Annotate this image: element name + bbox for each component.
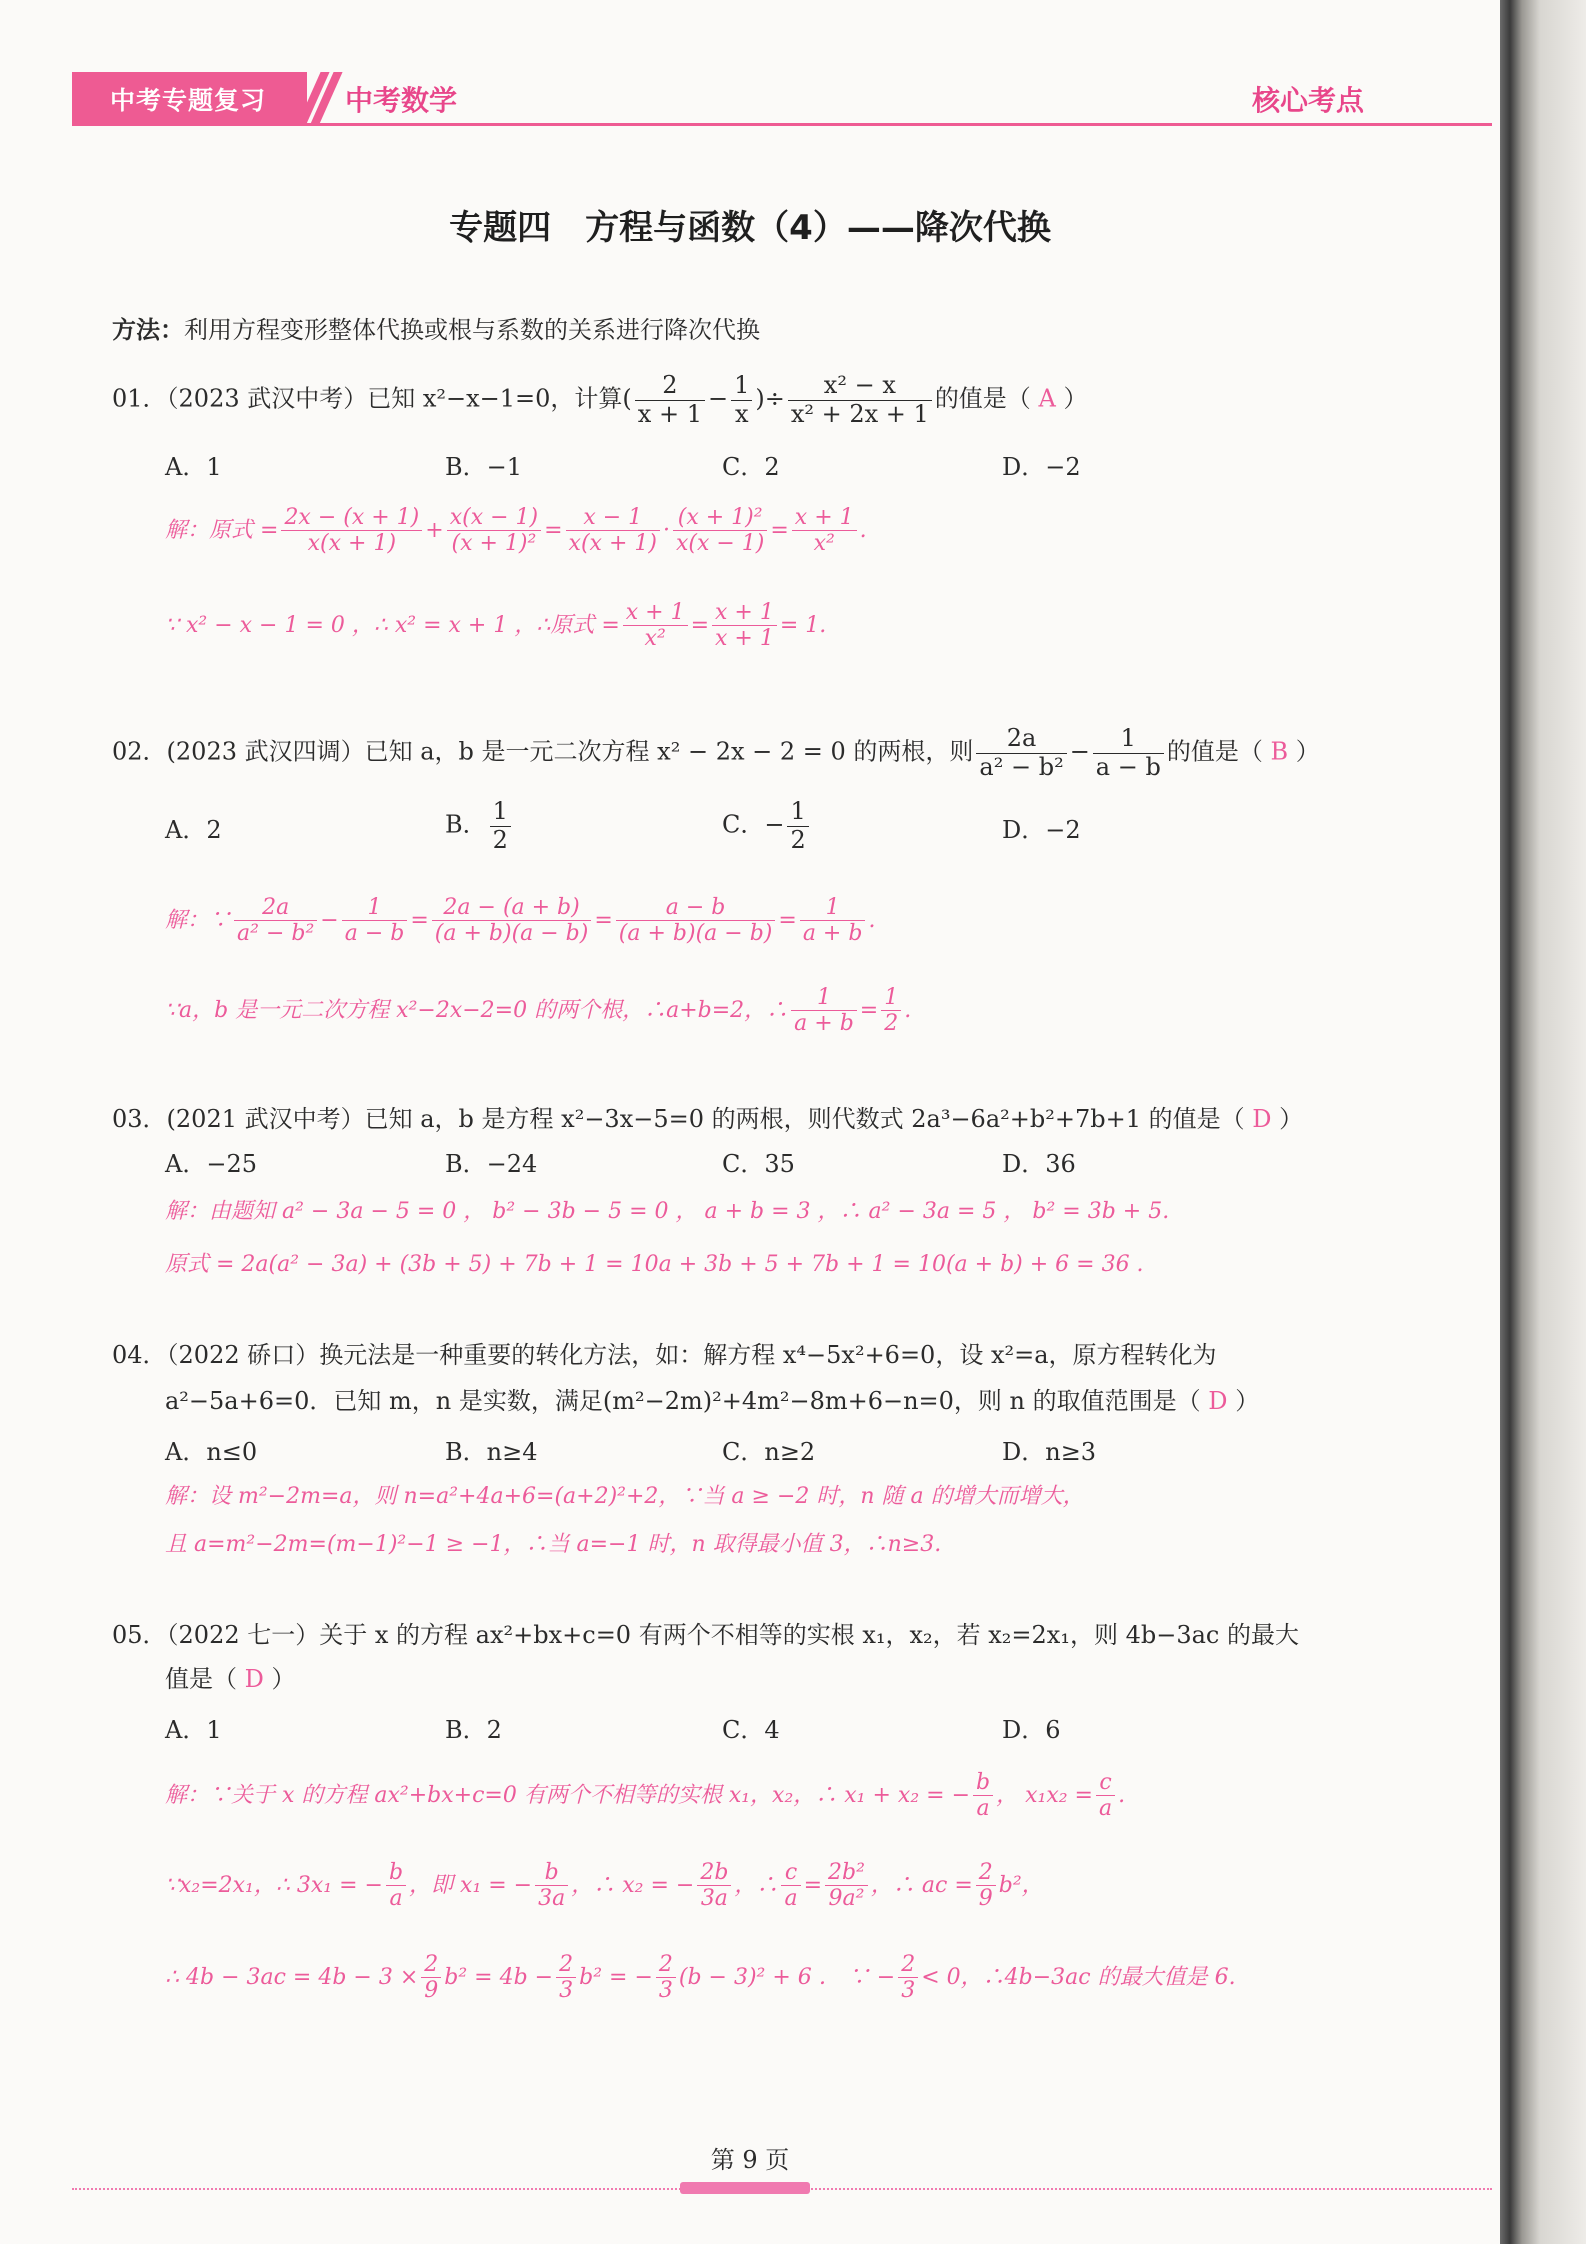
question-1: 01．（2023 武汉中考）已知 x²−x−1=0，计算( $\frac{2}{x + 1}$ − $\frac{1}{x}$ )÷ $\frac{\text{x² − x}}{\text{x² + 2x + 1}}$ 的值是（ A ）	[112, 371, 1088, 428]
q1-prefix: 01．（2023 武汉中考）已知 x²−x−1=0，计算(	[112, 384, 632, 413]
q3-solution-1: 解：由题知 a² − 3a − 5 = 0 ， b² − 3b − 5 = 0 ， a + b = 3 ，∴ a² − 3a = 5 ， b² = 3b + 5.	[165, 1199, 1170, 1224]
q3-solution-2: 原式 = 2a(a² − 3a) + (3b + 5) + 7b + 1 = 10a + 3b + 5 + 7b + 1 = 10(a + b) + 6 = 36 .	[165, 1252, 1144, 1277]
question-5-line-2: 值是（ D ）	[165, 1665, 296, 1693]
question-4-line-1: 04．（2022 硚口）换元法是一种重要的转化方法，如：解方程 x⁴−5x²+6=0，设 x²=a，原方程转化为	[112, 1341, 1217, 1369]
q5-option-d: D．6	[1002, 1716, 1061, 1744]
q1-option-b: B．−1	[445, 453, 523, 481]
q5-solution-2: ∵x₂=2x₁，∴ 3x₁ = − $\frac{b}{a}$ ，即 x₁ = − $\frac{b}{3a}$ ，∴ x₂ = − $\frac{2b}{3a}$ ，∴ $\frac{c}{a}$ = $\frac{\text{2b²}}{\text{9a²}}$ ，∴ ac = $\frac{2}{9}$ b²，	[165, 1860, 1044, 1912]
header-band	[72, 72, 307, 124]
q4-solution-1: 解：设 m²−2m=a，则 n=a²+4a+6=(a+2)²+2，∵当 a ≥ −2 时，n 随 a 的增大而增大，	[165, 1484, 1085, 1509]
q1-frac-1: $\frac{2}{x + 1}$	[635, 372, 705, 428]
header-band-text: 中考专题复习	[110, 86, 267, 115]
q3-option-c: C．35	[722, 1150, 795, 1178]
method-line	[112, 310, 760, 345]
q4-answer: D	[1208, 1387, 1228, 1415]
q3-answer: D	[1252, 1105, 1272, 1133]
header-rule	[72, 123, 1492, 126]
footer-bar	[680, 2182, 810, 2194]
q2-option-a: A．2	[165, 816, 222, 844]
question-2: 02．(2023 武汉四调）已知 a，b 是一元二次方程 x² − 2x − 2 = 0 的两根，则 $\frac{2a}{\text{a² − b²}}$ − $\frac{1}{a - b}$ 的值是（ B ）	[112, 724, 1320, 781]
q4-option-b: B．n≥4	[445, 1438, 538, 1466]
q3-option-b: B．−24	[445, 1150, 538, 1178]
q5-solution-3: ∴ 4b − 3ac = 4b − 3 × $\frac{2}{9}$ b² = 4b − $\frac{2}{3}$ b² = − $\frac{2}{3}$ (b − 3)² + 6 ． ∵ − $\frac{2}{3}$ < 0，∴4b−3ac 的最大值是 6.	[165, 1952, 1236, 2004]
book-spine	[1500, 0, 1586, 2244]
q1-option-a: A．1	[165, 453, 222, 481]
q2-answer: B	[1270, 737, 1289, 766]
q2-option-d: D．−2	[1002, 816, 1081, 844]
q1-option-d: D．−2	[1002, 453, 1081, 481]
q2-solution-1: 解：∵ $\frac{2a}{\text{a² − b²}}$ − $\frac{1}{a - b}$ = $\frac{2a - (a + b)}{(a + b)(a - b)}$ = $\frac{a - b}{(a + b)(a - b)}$ = $\frac{1}{a + b}$ .	[165, 895, 876, 947]
q3-option-d: D．36	[1002, 1150, 1076, 1178]
q4-option-a: A．n≤0	[165, 1438, 258, 1466]
q4-solution-2: 且 a=m²−2m=(m−1)²−1 ≥ −1，∴当 a=−1 时，n 取得最小值 3，∴n≥3.	[165, 1532, 942, 1557]
q5-answer: D	[244, 1665, 264, 1693]
page-title: 专题四 方程与函数（4）——降次代换	[449, 208, 1051, 248]
q5-option-b: B．2	[445, 1716, 502, 1744]
q3-option-a: A．−25	[165, 1150, 257, 1178]
q4-option-d: D．n≥3	[1002, 1438, 1097, 1466]
q1-answer: A	[1038, 384, 1056, 413]
q2-solution-2: ∵a，b 是一元二次方程 x²−2x−2=0 的两个根，∴a+b=2，∴ $\frac{1}{a + b}$ = $\frac{1}{2}$ .	[165, 985, 912, 1037]
method-text: 利用方程变形整体代换或根与系数的关系进行降次代换	[184, 316, 760, 344]
q2-option-c: C．− $\frac{1}{2}$	[722, 798, 812, 854]
method-label: 方法：	[112, 316, 184, 344]
q5-option-a: A．1	[165, 1716, 222, 1744]
q1-frac-2: $\frac{1}{x}$	[731, 372, 752, 428]
q5-option-c: C．4	[722, 1716, 780, 1744]
page-number: 第 9 页	[710, 2146, 790, 2174]
q1-frac-3: $\frac{\text{x² − x}}{\text{x² + 2x + 1}}$	[788, 372, 932, 428]
q1-solution-2: ∵ x² − x − 1 = 0 ，∴ x² = x + 1 ，∴原式 = $\frac{x + 1}{\text{x²}}$ = $\frac{x + 1}{x + 1}$ = 1.	[165, 600, 827, 652]
question-3: 03．(2021 武汉中考）已知 a，b 是方程 x²−3x−5=0 的两根，则代数式 2a³−6a²+b²+7b+1 的值是（ D ）	[112, 1105, 1304, 1133]
q5-solution-1: 解：∵关于 x 的方程 ax²+bx+c=0 有两个不相等的实根 x₁，x₂，∴ x₁ + x₂ = − $\frac{b}{a}$ ， x₁x₂ = $\frac{c}{a}$ .	[165, 1770, 1126, 1822]
question-5-line-1: 05．（2022 七一）关于 x 的方程 ax²+bx+c=0 有两个不相等的实根 x₁，x₂，若 x₂=2x₁，则 4b−3ac 的最大	[112, 1621, 1299, 1649]
question-4-line-2: a²−5a+6=0．已知 m，n 是实数，满足(m²−2m)²+4m²−8m+6−n=0，则 n 的取值范围是（ D ）	[165, 1387, 1260, 1415]
q4-option-c: C．n≥2	[722, 1438, 816, 1466]
q1-solution-1: 解：原式 = $\frac{2x - (x + 1)}{x(x + 1)}$ + $\frac{x(x - 1)}{\text{(x + 1)²}}$ = $\frac{x - 1}{x(x + 1)}$ · $\frac{\text{(x + 1)²}}{x(x - 1)}$ = $\frac{x + 1}{\text{x²}}$ .	[165, 505, 867, 557]
q1-option-c: C．2	[722, 453, 780, 481]
q2-option-b: B． $\frac{1}{2}$	[445, 798, 514, 854]
header-section: 核心考点	[1252, 84, 1365, 117]
header-subject: 中考数学	[345, 84, 458, 117]
